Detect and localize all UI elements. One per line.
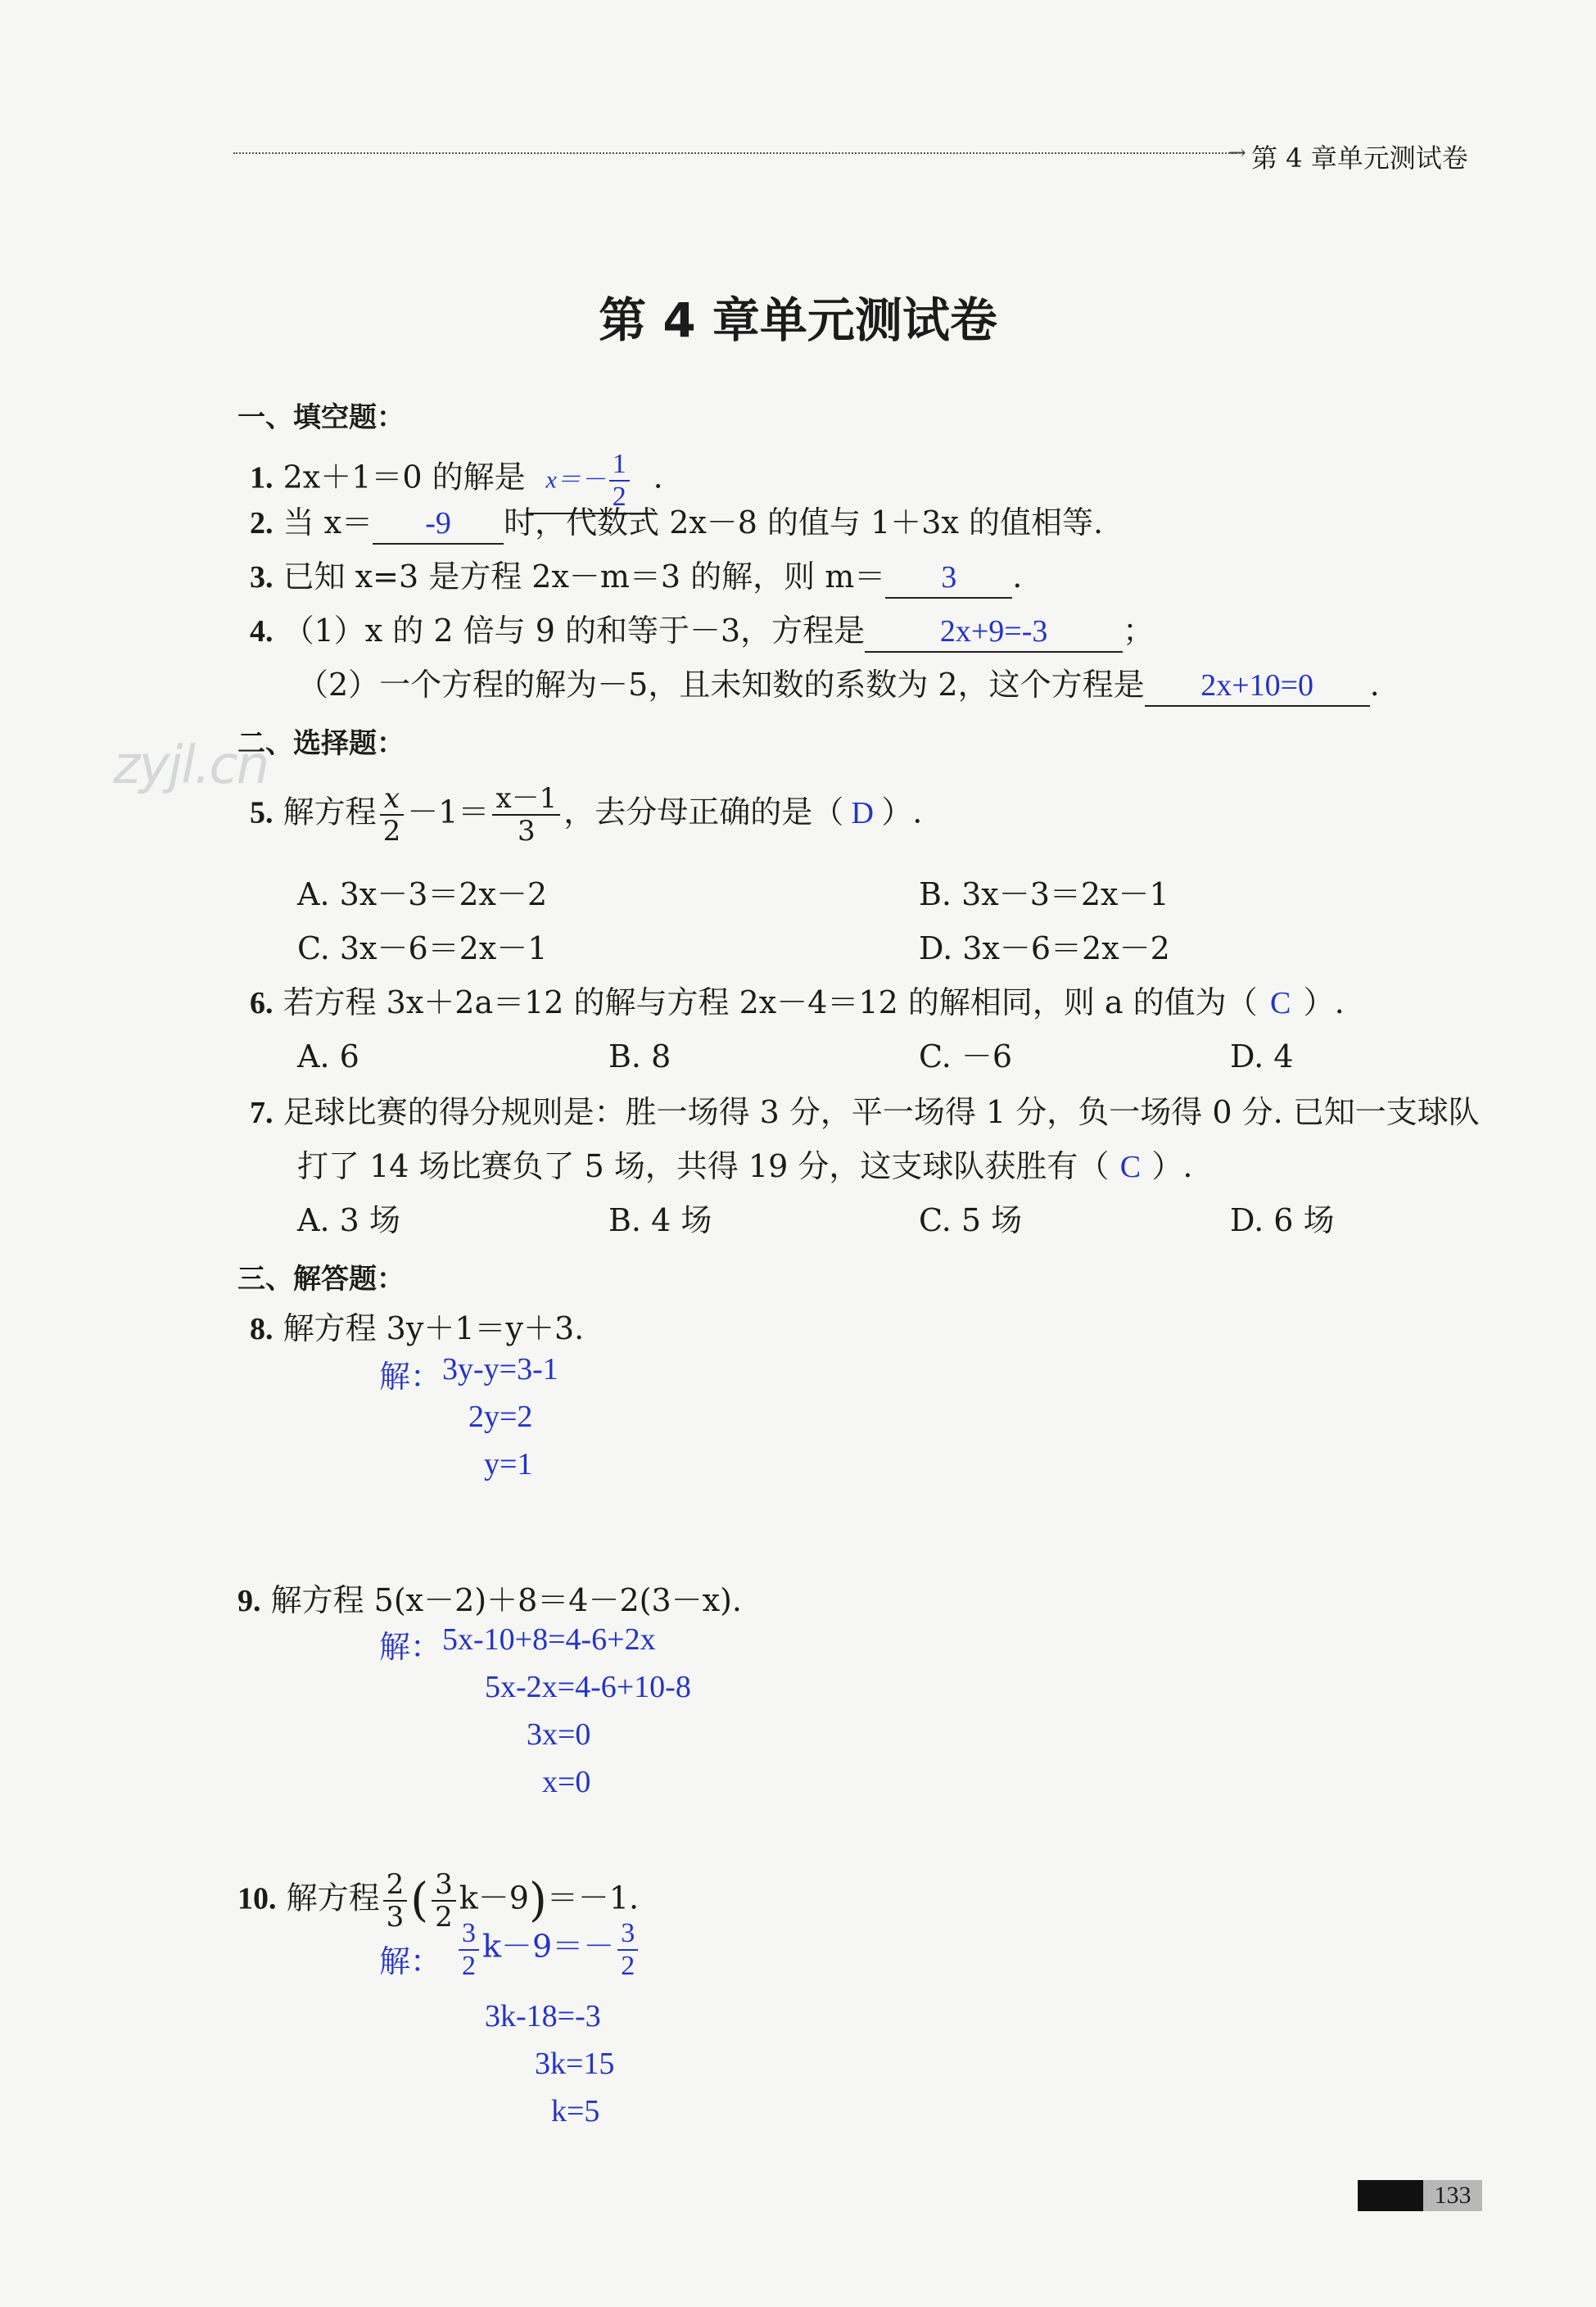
question-2 xyxy=(250,503,1103,545)
q5-f2-den: 3 xyxy=(518,815,536,848)
q5-option-c: C. 3x－6＝2x－1 xyxy=(297,930,548,966)
q9-step-3: 3x=0 xyxy=(527,1717,591,1752)
page-number-bar xyxy=(1358,2180,1423,2211)
q9-number: 9. xyxy=(237,1584,261,1618)
question-7 xyxy=(250,1092,1480,1133)
q5-f1-den: 2 xyxy=(382,815,401,848)
q10-post: ＝－1. xyxy=(546,1880,640,1916)
q10-inner: k－9 xyxy=(459,1880,529,1916)
q1-end: . xyxy=(653,459,663,495)
question-4b xyxy=(297,665,1380,707)
q6-option-c: C. －6 xyxy=(919,1038,1013,1074)
page-number: 133 xyxy=(1423,2180,1482,2211)
q10-s1-f2-den: 2 xyxy=(621,1951,635,1981)
q2-number: 2. xyxy=(250,506,274,541)
question-5 xyxy=(250,783,922,847)
q6-answer: C xyxy=(1269,986,1291,1020)
q5-fraction-1 xyxy=(380,783,405,847)
q10-right-paren: ) xyxy=(528,1874,547,1927)
q5-end: ）. xyxy=(881,794,923,830)
q9-step-2: 5x-2x=4-6+10-8 xyxy=(485,1670,691,1704)
q7-option-c: C. 5 场 xyxy=(919,1202,1023,1238)
q9-solution-label: 解： xyxy=(379,1631,442,1665)
q10-left-paren: ( xyxy=(410,1874,429,1927)
q7-number: 7. xyxy=(250,1096,274,1130)
q3-number: 3. xyxy=(250,560,274,595)
q7-option-d: D. 6 场 xyxy=(1230,1202,1335,1238)
q7-option-b: B. 4 场 xyxy=(608,1202,712,1238)
q5-option-d: D. 3x－6＝2x－2 xyxy=(919,930,1170,966)
q9-text: 解方程 5(x－2)＋8＝4－2(3－x). xyxy=(270,1582,742,1618)
section-fill-heading: 一、填空题： xyxy=(237,401,405,434)
q8-step-2: 2y=2 xyxy=(468,1400,533,1434)
page-title: 第 4 章单元测试卷 xyxy=(599,292,997,348)
q2-pre: 当 x＝ xyxy=(283,504,373,541)
q10-f1-den: 3 xyxy=(386,1901,405,1934)
q3-answer: 3 xyxy=(885,558,1012,599)
question-8 xyxy=(250,1309,584,1349)
q8-number: 8. xyxy=(250,1312,274,1346)
q5-post: ，去分母正确的是（ xyxy=(563,794,844,830)
q10-fraction-1 xyxy=(383,1869,408,1933)
q5-f2-num: x－1 xyxy=(492,783,560,816)
q1-answer-den: 2 xyxy=(612,482,626,512)
q1-answer-num: 1 xyxy=(609,449,630,482)
q10-s1-f1-num: 3 xyxy=(459,1918,479,1951)
question-4a xyxy=(250,611,1154,653)
q4a-pre: （1）x 的 2 倍与 9 的和等于－3，方程是 xyxy=(283,613,866,649)
q7-end: ）. xyxy=(1151,1148,1193,1184)
q6-option-b: B. 8 xyxy=(608,1038,671,1074)
q4-number: 4. xyxy=(250,614,274,649)
q10-f2-den: 2 xyxy=(435,1901,453,1934)
q10-s1-mid: k－9＝－ xyxy=(482,1928,615,1965)
q7-line-2: 打了 14 场比赛负了 5 场，共得 19 分，这支球队获胜有（ xyxy=(297,1148,1110,1184)
q1-answer-prefix: x＝－ xyxy=(545,466,606,494)
q5-number: 5. xyxy=(250,795,274,830)
q10-number: 10. xyxy=(237,1881,277,1916)
section-solve-heading: 三、解答题： xyxy=(237,1263,405,1296)
question-6 xyxy=(250,983,1345,1023)
q3-post: . xyxy=(1012,559,1023,595)
q10-solution-label: 解： xyxy=(379,1945,442,1979)
q7-answer: C xyxy=(1119,1150,1142,1184)
q10-s1-f2-num: 3 xyxy=(617,1918,638,1951)
q8-text: 解方程 3y＋1＝y＋3. xyxy=(283,1310,585,1346)
watermark: zyjl.cn xyxy=(113,735,269,796)
q8-solution-label: 解： xyxy=(379,1360,442,1395)
q7-line-1: 足球比赛的得分规则是：胜一场得 3 分，平一场得 1 分，负一场得 0 分. 已知一支球队 xyxy=(283,1094,1480,1130)
header-chapter-tag: 第 4 章单元测试卷 xyxy=(1251,142,1468,174)
q3-pre: 已知 x=3 是方程 2x－m＝3 的解，则 m＝ xyxy=(283,559,886,595)
q4b-post: . xyxy=(1369,667,1380,703)
q10-s1-f1-den: 2 xyxy=(462,1951,476,1981)
header-rule xyxy=(233,152,1237,154)
q9-step-1: 5x-10+8=4-6+2x xyxy=(442,1622,656,1657)
q10-step-3: 3k=15 xyxy=(535,2047,615,2081)
q10-step-2: 3k-18=-3 xyxy=(485,1999,601,2033)
q1-number: 1. xyxy=(250,460,274,495)
q4a-post: ； xyxy=(1123,613,1155,649)
question-9 xyxy=(237,1581,742,1621)
q2-answer: -9 xyxy=(373,504,504,545)
q10-f1-num: 2 xyxy=(383,1869,408,1902)
section-choice-heading: 二、选择题： xyxy=(237,727,405,760)
q6-end: ）. xyxy=(1303,984,1345,1020)
question-7-line-2 xyxy=(297,1147,1192,1187)
q6-number: 6. xyxy=(250,986,274,1020)
q5-fraction-2 xyxy=(492,783,560,847)
q9-step-4: x=0 xyxy=(542,1765,591,1799)
q10-s1-fraction-2 xyxy=(617,1918,638,1982)
q7-option-a: A. 3 场 xyxy=(297,1202,400,1238)
q10-fraction-2 xyxy=(432,1869,456,1933)
q5-answer: D xyxy=(851,795,874,830)
q1-text: 2x＋1＝0 的解是 xyxy=(283,459,526,495)
q5-mid: －1＝ xyxy=(407,794,490,830)
q10-pre: 解方程 xyxy=(286,1880,380,1916)
q5-option-b: B. 3x－3＝2x－1 xyxy=(919,876,1169,912)
q5-option-a: A. 3x－3＝2x－2 xyxy=(297,876,548,912)
q8-step-1: 3y-y=3-1 xyxy=(442,1352,558,1386)
q2-post: 时，代数式 2x－8 的值与 1＋3x 的值相等. xyxy=(504,504,1104,541)
q10-step-4: k=5 xyxy=(551,2094,600,2128)
q4b-pre: （2）一个方程的解为－5，且未知数的系数为 2，这个方程是 xyxy=(297,667,1145,703)
q6-option-d: D. 4 xyxy=(1230,1038,1294,1074)
q10-step-1 xyxy=(455,1918,641,1982)
q8-step-3: y=1 xyxy=(484,1447,533,1481)
question-3 xyxy=(250,557,1022,599)
q10-f2-num: 3 xyxy=(432,1869,456,1902)
q5-f1-num: x xyxy=(380,783,405,816)
q4b-answer: 2x+10=0 xyxy=(1145,666,1370,707)
q5-pre: 解方程 xyxy=(283,794,377,830)
arrow-icon: → xyxy=(1228,141,1246,165)
q6-option-a: A. 6 xyxy=(297,1038,359,1074)
q6-text: 若方程 3x＋2a＝12 的解与方程 2x－4＝12 的解相同，则 a 的值为（ xyxy=(283,984,1258,1020)
q10-s1-fraction-1 xyxy=(459,1918,479,1982)
q4a-answer: 2x+9=-3 xyxy=(865,612,1123,653)
